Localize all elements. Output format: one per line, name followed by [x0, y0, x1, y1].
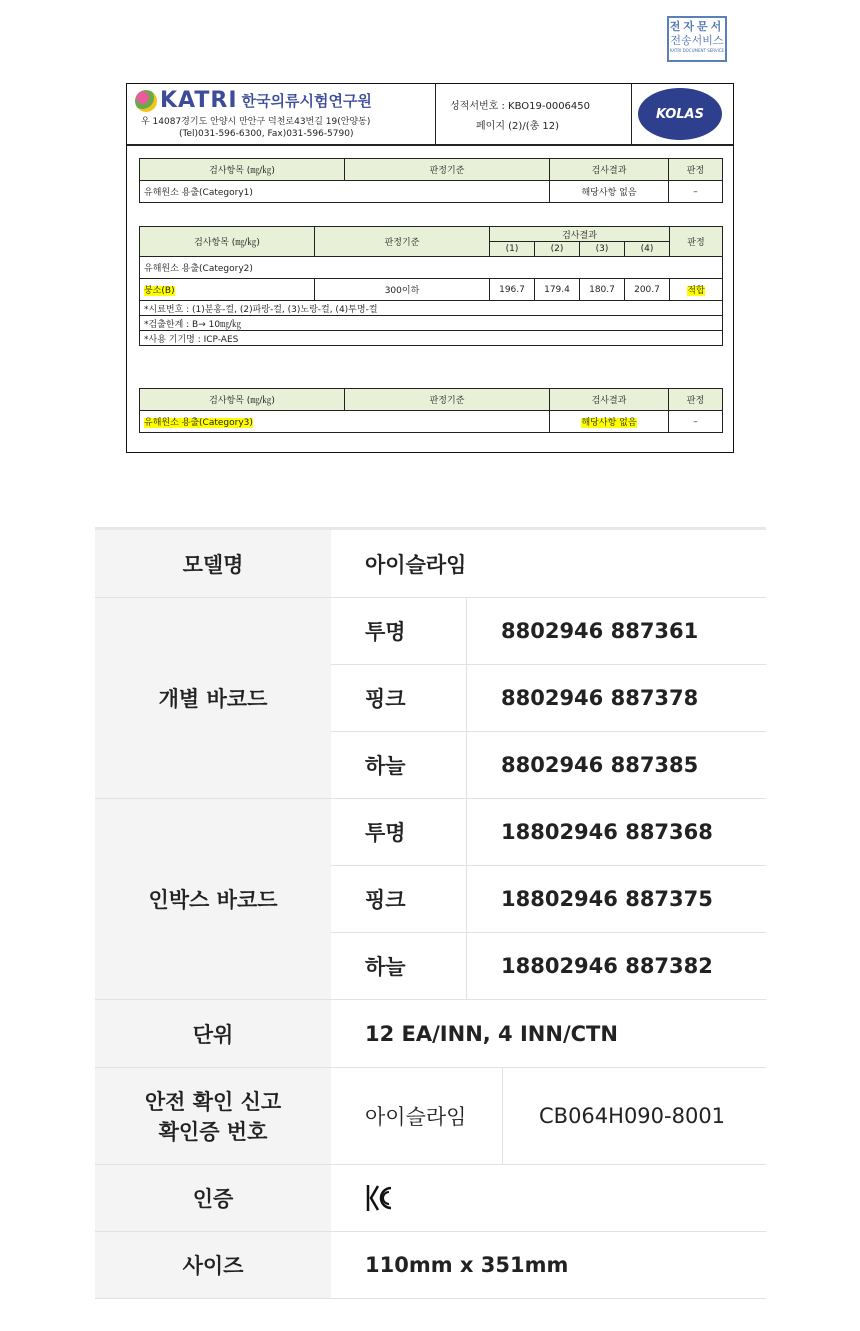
address: 우 14087경기도 안양시 만안구 덕천로43번길 19(안양동)	[141, 117, 371, 127]
t2-n1: (1)	[490, 242, 535, 257]
t2-item-cell	[140, 279, 315, 301]
result-table-2	[139, 226, 723, 346]
t3-item: 유해원소 용출(Category3)	[144, 418, 253, 428]
unit-value: 12 EA/INN, 4 INN/CTN	[331, 1000, 766, 1068]
barcode-code-2: 8802946 887378	[467, 665, 767, 732]
model-value: 아이슬라임	[331, 529, 766, 598]
cert-label: 인증	[95, 1165, 331, 1232]
t1-judge: –	[669, 181, 723, 203]
stamp-line3: KATRI DOCUMENT SERVICE	[669, 48, 725, 53]
t2-v4: 200.7	[625, 279, 670, 301]
product-spec-table	[95, 527, 766, 1299]
t2-v2: 179.4	[535, 279, 580, 301]
result-table-1	[139, 158, 723, 203]
t2-n4: (4)	[625, 242, 670, 257]
report-number: 성적서번호 : KBO19-0006450	[450, 101, 591, 112]
t3-h-std: 판정기준	[345, 389, 550, 411]
inbox-color-2: 핑크	[331, 866, 467, 933]
safety-label-line1: 안전 확인 신고	[144, 1090, 282, 1114]
e-document-stamp	[667, 16, 727, 62]
page-number: 페이지 (2)/(총 12)	[476, 121, 560, 132]
t2-n3: (3)	[580, 242, 625, 257]
safety-label-line2: 확인증 번호	[158, 1120, 268, 1144]
t2-judge: 적합	[687, 286, 705, 296]
t2-note3: *사용 기기명 : ICP-AES	[140, 331, 723, 346]
t2-note1: *시료번호 : (1)분홍-컬, (2)파랑-컬, (3)노랑-컬, (4)투명-컬	[140, 301, 723, 316]
t2-n2: (2)	[535, 242, 580, 257]
t2-category: 유해원소 용출(Category2)	[140, 257, 723, 279]
certificate-header	[127, 84, 733, 146]
t2-item: 붕소(B)	[144, 286, 175, 296]
kolas-text: KOLAS	[655, 106, 704, 122]
t2-h-res: 검사결과	[490, 227, 670, 242]
t3-h-item: 검사항목 (㎎/㎏)	[140, 389, 345, 411]
barcode-color-1: 투명	[331, 598, 467, 665]
t3-h-res: 검사결과	[550, 389, 669, 411]
t3-res-cell	[550, 411, 669, 433]
t2-std: 300이하	[315, 279, 490, 301]
t2-h-judge: 판정	[670, 227, 723, 257]
t3-res: 해당사항 없음	[581, 418, 637, 428]
t2-note2: *검출한계 : B→ 10㎎/㎏	[140, 316, 723, 331]
logo-ko: 한국의류시험연구원	[241, 92, 372, 110]
katri-flower-icon	[135, 90, 157, 112]
test-certificate	[126, 83, 734, 453]
t1-h-std: 판정기준	[345, 159, 550, 181]
t2-v3: 180.7	[580, 279, 625, 301]
t3-h-judge: 판정	[669, 389, 723, 411]
inbox-code-2: 18802946 887375	[467, 866, 767, 933]
kolas-logo	[638, 88, 722, 140]
size-value: 110mm x 351mm	[331, 1232, 766, 1299]
t1-h-res: 검사결과	[550, 159, 669, 181]
inbox-color-3: 하늘	[331, 933, 467, 1000]
t3-item-cell	[140, 411, 550, 433]
t1-item: 유해원소 용출(Category1)	[140, 181, 550, 203]
katri-logo	[135, 88, 372, 113]
t2-h-std: 판정기준	[315, 227, 490, 257]
safety-name: 아이슬라임	[331, 1068, 503, 1164]
t1-res: 해당사항 없음	[550, 181, 669, 203]
safety-value-cell	[331, 1068, 766, 1165]
kc-mark-icon	[365, 1183, 393, 1213]
tel: (Tel)031-596-6300, Fax)031-596-5790)	[179, 129, 354, 139]
inbox-code-3: 18802946 887382	[467, 933, 767, 1000]
report-info	[435, 84, 632, 144]
t2-judge-cell	[670, 279, 723, 301]
barcode-color-3: 하늘	[331, 732, 467, 799]
inbox-color-1: 투명	[331, 799, 467, 866]
t2-v1: 196.7	[490, 279, 535, 301]
result-table-3	[139, 388, 723, 433]
t2-h-item: 검사항목 (㎎/㎏)	[140, 227, 315, 257]
size-label: 사이즈	[95, 1232, 331, 1299]
inbox-label: 인박스 바코드	[95, 799, 331, 1000]
logo-en: KATRI	[160, 88, 238, 113]
stamp-line2: 전송서비스	[670, 34, 724, 47]
t1-h-judge: 판정	[669, 159, 723, 181]
stamp-line1: 전자문서	[669, 20, 725, 33]
t3-judge: –	[669, 411, 723, 433]
model-label: 모델명	[95, 529, 331, 598]
barcode-code-3: 8802946 887385	[467, 732, 767, 799]
t1-h-item: 검사항목 (㎎/㎏)	[140, 159, 345, 181]
safety-number: CB064H090-8001	[539, 1104, 726, 1128]
barcode-code-1: 8802946 887361	[467, 598, 767, 665]
unit-label: 단위	[95, 1000, 331, 1068]
barcode-color-2: 핑크	[331, 665, 467, 732]
cert-value	[331, 1165, 766, 1232]
barcode-label: 개별 바코드	[95, 598, 331, 799]
inbox-code-1: 18802946 887368	[467, 799, 767, 866]
safety-label	[95, 1068, 331, 1165]
